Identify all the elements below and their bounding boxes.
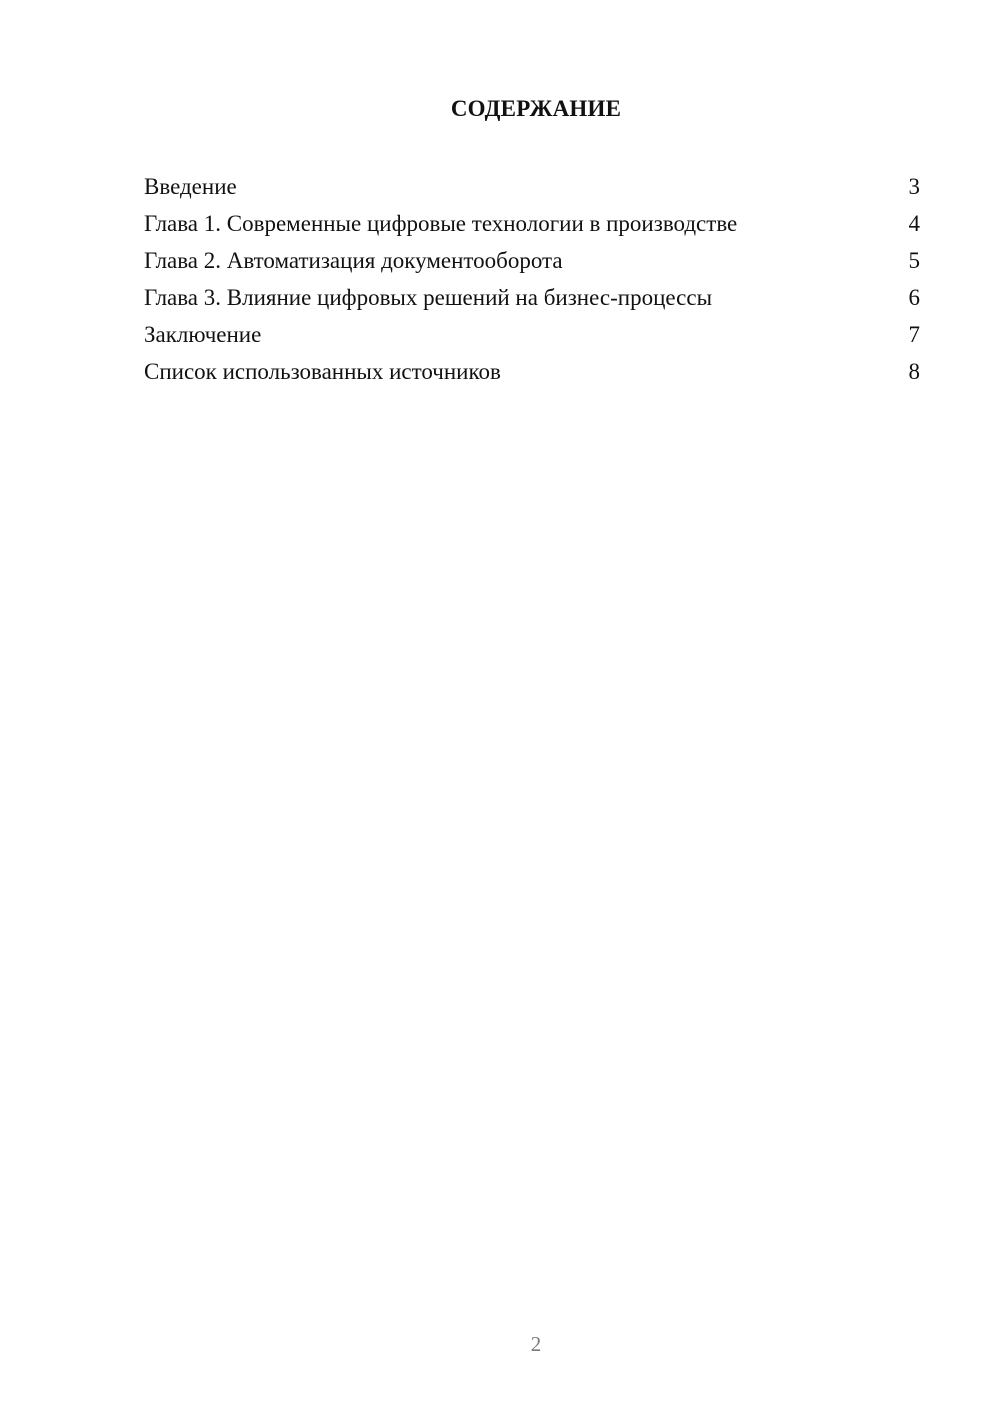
page-title: СОДЕРЖАНИЕ [450,96,622,121]
table-of-contents [144,168,920,390]
toc-item-label: Список использованных источников [144,359,501,384]
toc-item-conclusion [144,316,920,353]
toc-item-page: 3 [908,174,920,199]
toc-item-page: 8 [908,359,920,384]
toc-item-label: Глава 3. Влияние цифровых решений на бизнес-процессы [144,285,713,310]
toc-item-label: Введение [144,174,237,199]
page-number: 2 [530,1332,542,1356]
toc-item-chapter-3 [144,279,920,316]
toc-item-introduction [144,168,920,205]
toc-item-page: 7 [908,322,920,347]
toc-item-page: 5 [908,248,920,273]
toc-item-page: 6 [908,285,920,310]
toc-item-chapter-2 [144,242,920,279]
toc-item-label: Заключение [144,322,262,347]
toc-item-label: Глава 2. Автоматизация документооборота [144,248,563,273]
toc-item-label: Глава 1. Современные цифровые технологии в производстве [144,211,738,236]
toc-item-references [144,353,920,390]
toc-item-chapter-1 [144,205,920,242]
toc-item-page: 4 [908,211,920,236]
